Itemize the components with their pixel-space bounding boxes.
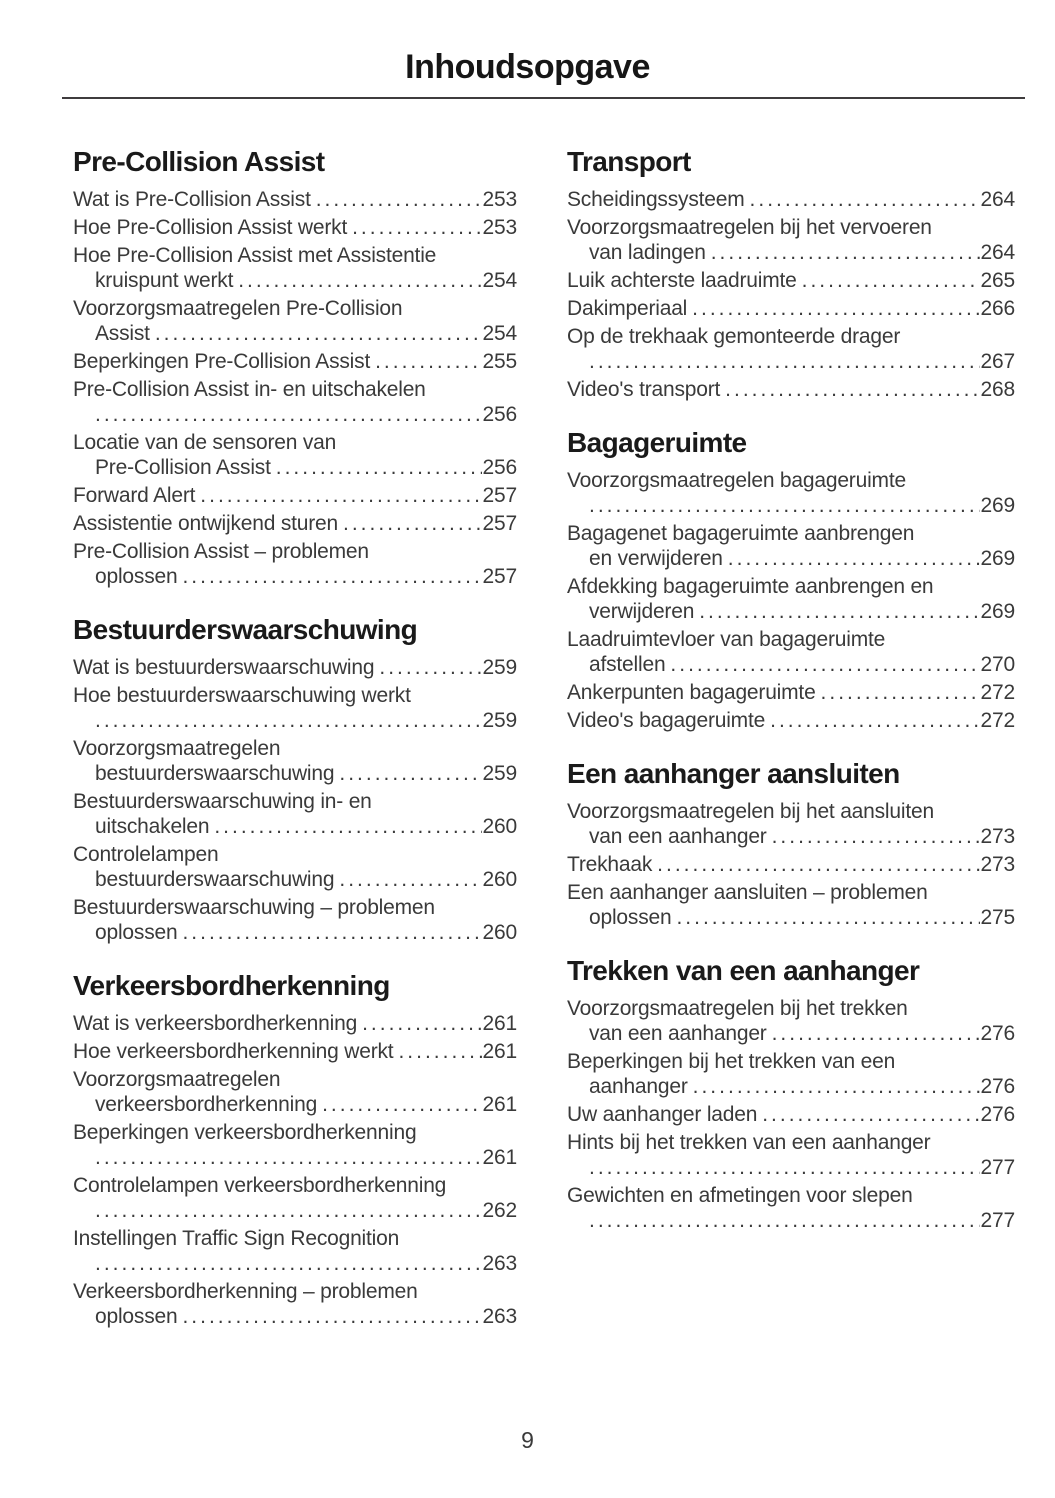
toc-entry-line	[567, 652, 1015, 677]
page-number-ref: 259	[482, 656, 517, 679]
dot-leader	[182, 920, 481, 945]
toc-column-right	[567, 147, 1015, 1332]
toc-entry-line	[73, 895, 517, 920]
page-number-ref: 277	[980, 1209, 1015, 1232]
dot-leader	[316, 187, 482, 212]
section-heading: Transport	[567, 146, 691, 177]
toc-section	[567, 147, 1015, 402]
page-number-ref: 267	[980, 350, 1015, 373]
entry-text: Forward Alert	[73, 484, 196, 507]
dot-leader	[343, 511, 482, 536]
footer-page-number: 9	[521, 1427, 534, 1453]
toc-entry	[567, 187, 1015, 212]
page-number-ref: 272	[980, 681, 1015, 704]
dot-leader	[95, 708, 482, 733]
toc-entry-line	[567, 680, 1015, 705]
toc-entry-line	[567, 824, 1015, 849]
entry-text: Locatie van de sensoren van	[73, 431, 337, 454]
toc-columns	[0, 99, 1055, 1332]
dot-leader	[770, 708, 979, 733]
page-number-ref: 269	[980, 494, 1015, 517]
toc-entry	[567, 574, 1015, 624]
entry-text: bestuurderswaarschuwing	[95, 868, 335, 891]
entry-text: Voorzorgsmaatregelen Pre-Collision	[73, 297, 403, 320]
entry-text: Luik achterste laadruimte	[567, 269, 797, 292]
entry-text: Wat is Pre-Collision Assist	[73, 188, 311, 211]
entry-text: Trekhaak	[567, 853, 653, 876]
toc-entry-line	[73, 814, 517, 839]
page-number-ref: 273	[980, 853, 1015, 876]
section-heading: Verkeersbordherkenning	[73, 970, 390, 1001]
toc-entry	[73, 683, 517, 733]
toc-section	[567, 956, 1015, 1233]
dot-leader	[339, 867, 481, 892]
entry-text: Wat is verkeersbordherkenning	[73, 1012, 358, 1035]
toc-entry-line	[73, 1198, 517, 1223]
entry-text: Voorzorgsmaatregelen bij het aansluiten	[567, 800, 934, 823]
toc-entry	[567, 324, 1015, 374]
toc-entry-line	[567, 1021, 1015, 1046]
dot-leader	[375, 349, 481, 374]
page-number-ref: 260	[482, 815, 517, 838]
toc-entry-line	[567, 521, 1015, 546]
page-number-ref: 256	[482, 403, 517, 426]
page-number-ref: 264	[980, 241, 1015, 264]
entry-text: Afdekking bagageruimte aanbrengen en	[567, 575, 934, 598]
page-number-ref: 277	[980, 1156, 1015, 1179]
entry-text: Op de trekhaak gemonteerde drager	[567, 325, 901, 348]
toc-section	[73, 147, 517, 589]
entry-text: Beperkingen Pre-Collision Assist	[73, 350, 371, 373]
toc-entry-line	[73, 349, 517, 374]
toc-entry-line	[567, 599, 1015, 624]
page-number-ref: 264	[980, 188, 1015, 211]
toc-entry	[73, 296, 517, 346]
toc-entry-line	[73, 321, 517, 346]
toc-entry	[567, 296, 1015, 321]
toc-entry-line	[567, 1130, 1015, 1155]
page-number-ref: 276	[980, 1022, 1015, 1045]
entry-text: Pre-Collision Assist in- en uitschakelen	[73, 378, 426, 401]
dot-leader	[589, 493, 980, 518]
toc-entry	[567, 852, 1015, 877]
toc-entry	[73, 736, 517, 786]
toc-entry	[73, 243, 517, 293]
toc-entry	[73, 215, 517, 240]
toc-entry	[73, 1039, 517, 1064]
page-number-ref: 254	[482, 322, 517, 345]
toc-entry-line	[73, 683, 517, 708]
dot-leader	[352, 215, 481, 240]
page-number-ref: 259	[482, 762, 517, 785]
toc-entry	[73, 842, 517, 892]
toc-entry-line	[567, 1155, 1015, 1180]
entry-text: aanhanger	[589, 1075, 688, 1098]
dot-leader	[322, 1092, 481, 1117]
toc-entry	[73, 1173, 517, 1223]
toc-entry-line	[73, 842, 517, 867]
toc-entry-line	[567, 240, 1015, 265]
entry-text: van een aanhanger	[589, 825, 767, 848]
toc-section	[73, 971, 517, 1329]
page-number-ref: 257	[482, 565, 517, 588]
toc-entry-line	[567, 574, 1015, 599]
entry-text: Scheidingssysteem	[567, 188, 745, 211]
toc-entry-line	[73, 1120, 517, 1145]
toc-entry-line	[73, 483, 517, 508]
toc-entry-line	[73, 1226, 517, 1251]
page-number-ref: 259	[482, 709, 517, 732]
entry-text: verkeersbordherkenning	[95, 1093, 318, 1116]
toc-entry-line	[73, 430, 517, 455]
dot-leader	[693, 1074, 980, 1099]
toc-entry-line	[73, 1251, 517, 1276]
toc-entry-line	[567, 268, 1015, 293]
dot-leader	[379, 655, 481, 680]
section-heading: Bestuurderswaarschuwing	[73, 614, 418, 645]
page-number-ref: 268	[980, 378, 1015, 401]
toc-entry-line	[73, 377, 517, 402]
dot-leader	[676, 905, 979, 930]
page-number-ref: 260	[482, 868, 517, 891]
toc-entry	[73, 430, 517, 480]
page-number-ref: 262	[482, 1199, 517, 1222]
entry-text: oplossen	[95, 565, 178, 588]
toc-entry	[567, 1130, 1015, 1180]
toc-entry-line	[73, 1304, 517, 1329]
toc-entry-line	[73, 243, 517, 268]
toc-entry-line	[73, 511, 517, 536]
toc-entry-line	[567, 708, 1015, 733]
toc-entry-line	[567, 1183, 1015, 1208]
entry-text: oplossen	[589, 906, 672, 929]
section-heading: Bagageruimte	[567, 427, 747, 458]
entry-text: uitschakelen	[95, 815, 210, 838]
toc-entry	[73, 655, 517, 680]
dot-leader	[589, 349, 980, 374]
toc-entry	[73, 349, 517, 374]
toc-column-left	[73, 147, 517, 1332]
entry-text: Uw aanhanger laden	[567, 1103, 758, 1126]
entry-text: Verkeersbordherkenning – problemen	[73, 1280, 418, 1303]
toc-entry	[567, 880, 1015, 930]
entry-text: Pre-Collision Assist – problemen	[73, 540, 369, 563]
entry-text: Hoe bestuurderswaarschuwing werkt	[73, 684, 411, 707]
toc-entry-line	[73, 789, 517, 814]
entry-text: en verwijderen	[589, 547, 723, 570]
toc-section	[73, 615, 517, 945]
toc-entry	[567, 268, 1015, 293]
dot-leader	[238, 268, 481, 293]
dot-leader	[362, 1011, 481, 1036]
toc-entry-line	[73, 1145, 517, 1170]
entry-text: Controlelampen verkeersbordherkenning	[73, 1174, 447, 1197]
page-number-ref: 261	[482, 1093, 517, 1116]
toc-entry-line	[73, 1092, 517, 1117]
dot-leader	[802, 268, 980, 293]
toc-entry	[73, 1226, 517, 1276]
entry-text: Hoe Pre-Collision Assist werkt	[73, 216, 348, 239]
toc-entry-line	[567, 546, 1015, 571]
toc-entry-line	[73, 1011, 517, 1036]
toc-entry	[567, 215, 1015, 265]
entry-text: Wat is bestuurderswaarschuwing	[73, 656, 375, 679]
toc-entry-line	[567, 324, 1015, 349]
entry-text: kruispunt werkt	[95, 269, 234, 292]
toc-entry	[567, 521, 1015, 571]
page-number-ref: 253	[482, 216, 517, 239]
dot-leader	[657, 852, 979, 877]
toc-entry-line	[73, 1039, 517, 1064]
toc-entry-line	[73, 1067, 517, 1092]
dot-leader	[772, 824, 980, 849]
dot-leader	[182, 564, 481, 589]
toc-entry	[567, 1049, 1015, 1099]
toc-entry-line	[567, 296, 1015, 321]
toc-entry-line	[73, 1173, 517, 1198]
entry-text: Video's bagageruimte	[567, 709, 766, 732]
toc-entry	[567, 708, 1015, 733]
toc-entry	[73, 539, 517, 589]
page-number-ref: 276	[980, 1075, 1015, 1098]
dot-leader	[821, 680, 980, 705]
dot-leader	[750, 187, 980, 212]
toc-entry-line	[73, 539, 517, 564]
toc-entry	[567, 799, 1015, 849]
toc-entry-line	[73, 296, 517, 321]
entry-text: Hints bij het trekken van een aanhanger	[567, 1131, 931, 1154]
page-number-ref: 269	[980, 547, 1015, 570]
page-number-ref: 276	[980, 1103, 1015, 1126]
dot-leader	[276, 455, 482, 480]
dot-leader	[95, 1145, 482, 1170]
toc-entry	[73, 187, 517, 212]
toc-entry-line	[567, 905, 1015, 930]
entry-text: van een aanhanger	[589, 1022, 767, 1045]
toc-entry-line	[73, 655, 517, 680]
toc-entry-line	[567, 996, 1015, 1021]
dot-leader	[772, 1021, 980, 1046]
toc-entry-line	[567, 349, 1015, 374]
entry-text: bestuurderswaarschuwing	[95, 762, 335, 785]
toc-entry-line	[567, 1208, 1015, 1233]
toc-entry-line	[73, 708, 517, 733]
entry-text: van ladingen	[589, 241, 706, 264]
page-number-ref: 253	[482, 188, 517, 211]
toc-entry-line	[567, 187, 1015, 212]
toc-entry-line	[73, 455, 517, 480]
toc-section	[567, 759, 1015, 930]
entry-text: Bagagenet bagageruimte aanbrengen	[567, 522, 915, 545]
toc-entry-line	[73, 1279, 517, 1304]
toc-entry	[567, 1102, 1015, 1127]
toc-entry	[73, 789, 517, 839]
page-title: Inhoudsopgave	[405, 48, 650, 86]
toc-entry-line	[567, 880, 1015, 905]
page-number-ref: 261	[482, 1146, 517, 1169]
toc-entry	[567, 377, 1015, 402]
page-number-ref: 261	[482, 1012, 517, 1035]
toc-entry-line	[567, 468, 1015, 493]
dot-leader	[699, 599, 979, 624]
section-heading: Een aanhanger aansluiten	[567, 758, 900, 789]
toc-entry	[73, 511, 517, 536]
toc-entry-line	[73, 761, 517, 786]
page-number-ref: 266	[980, 297, 1015, 320]
dot-leader	[200, 483, 481, 508]
entry-text: Voorzorgsmaatregelen	[73, 1068, 281, 1091]
toc-entry-line	[73, 268, 517, 293]
page-number-ref: 265	[980, 269, 1015, 292]
toc-entry-line	[567, 627, 1015, 652]
toc-entry	[73, 377, 517, 427]
toc-entry-line	[567, 1102, 1015, 1127]
toc-entry	[567, 627, 1015, 677]
toc-entry	[567, 1183, 1015, 1233]
section-heading: Pre-Collision Assist	[73, 146, 325, 177]
toc-section	[567, 428, 1015, 733]
page-number-ref: 256	[482, 456, 517, 479]
page-number-ref: 257	[482, 512, 517, 535]
page-number-ref: 254	[482, 269, 517, 292]
page-number-ref: 269	[980, 600, 1015, 623]
entry-text: Video's transport	[567, 378, 721, 401]
toc-entry-line	[567, 215, 1015, 240]
entry-text: Voorzorgsmaatregelen bagageruimte	[567, 469, 906, 492]
entry-text: Instellingen Traffic Sign Recognition	[73, 1227, 400, 1250]
page-number-ref: 255	[482, 350, 517, 373]
dot-leader	[155, 321, 482, 346]
page-number-ref: 275	[980, 906, 1015, 929]
entry-text: Laadruimtevloer van bagageruimte	[567, 628, 886, 651]
section-heading: Trekken van een aanhanger	[567, 955, 920, 986]
page-number-ref: 273	[980, 825, 1015, 848]
toc-entry-line	[567, 852, 1015, 877]
toc-entry	[567, 680, 1015, 705]
toc-entry-line	[567, 377, 1015, 402]
entry-text: Voorzorgsmaatregelen bij het vervoeren	[567, 216, 932, 239]
entry-text: verwijderen	[589, 600, 695, 623]
toc-entry	[73, 1279, 517, 1329]
dot-leader	[95, 1198, 482, 1223]
entry-text: Hoe verkeersbordherkenning werkt	[73, 1040, 394, 1063]
entry-text: Ankerpunten bagageruimte	[567, 681, 816, 704]
toc-entry-line	[567, 1049, 1015, 1074]
entry-text: Dakimperiaal	[567, 297, 688, 320]
entry-text: Beperkingen verkeersbordherkenning	[73, 1121, 417, 1144]
entry-text: Assistentie ontwijkend sturen	[73, 512, 339, 535]
entry-text: Bestuurderswaarschuwing in- en	[73, 790, 372, 813]
dot-leader	[692, 296, 979, 321]
toc-entry-line	[73, 736, 517, 761]
toc-entry	[567, 996, 1015, 1046]
entry-text: Pre-Collision Assist	[95, 456, 271, 479]
toc-entry	[73, 1011, 517, 1036]
page-number-ref: 263	[482, 1305, 517, 1328]
page-number-ref: 261	[482, 1040, 517, 1063]
toc-entry-line	[73, 564, 517, 589]
toc-entry-line	[567, 493, 1015, 518]
entry-text: afstellen	[589, 653, 666, 676]
toc-entry	[567, 468, 1015, 518]
entry-text: Assist	[95, 322, 150, 345]
entry-text: Gewichten en afmetingen voor slepen	[567, 1184, 913, 1207]
toc-entry-line	[567, 799, 1015, 824]
toc-entry-line	[73, 920, 517, 945]
document-page	[0, 50, 1055, 1498]
page-number-ref: 260	[482, 921, 517, 944]
toc-entry-line	[73, 187, 517, 212]
entry-text: Hoe Pre-Collision Assist met Assistentie	[73, 244, 437, 267]
dot-leader	[589, 1208, 980, 1233]
entry-text: Controlelampen	[73, 843, 219, 866]
toc-entry-line	[73, 215, 517, 240]
dot-leader	[214, 814, 481, 839]
dot-leader	[670, 652, 979, 677]
toc-entry-line	[73, 867, 517, 892]
entry-text: oplossen	[95, 1305, 178, 1328]
page-number-ref: 270	[980, 653, 1015, 676]
entry-text: Voorzorgsmaatregelen bij het trekken	[567, 997, 908, 1020]
dot-leader	[725, 377, 979, 402]
entry-text: Een aanhanger aansluiten – problemen	[567, 881, 928, 904]
dot-leader	[589, 1155, 980, 1180]
entry-text: Bestuurderswaarschuwing – problemen	[73, 896, 435, 919]
dot-leader	[95, 1251, 482, 1276]
toc-entry-line	[567, 1074, 1015, 1099]
dot-leader	[711, 240, 980, 265]
dot-leader	[182, 1304, 481, 1329]
entry-text: Voorzorgsmaatregelen	[73, 737, 281, 760]
dot-leader	[398, 1039, 481, 1064]
page-number-ref: 272	[980, 709, 1015, 732]
toc-entry-line	[73, 402, 517, 427]
entry-text: oplossen	[95, 921, 178, 944]
dot-leader	[762, 1102, 979, 1127]
toc-entry	[73, 1067, 517, 1117]
page-number-ref: 263	[482, 1252, 517, 1275]
entry-text: Beperkingen bij het trekken van een	[567, 1050, 896, 1073]
dot-leader	[728, 546, 980, 571]
toc-entry	[73, 483, 517, 508]
page-number-ref: 257	[482, 484, 517, 507]
toc-entry	[73, 895, 517, 945]
dot-leader	[339, 761, 481, 786]
dot-leader	[95, 402, 482, 427]
toc-entry	[73, 1120, 517, 1170]
